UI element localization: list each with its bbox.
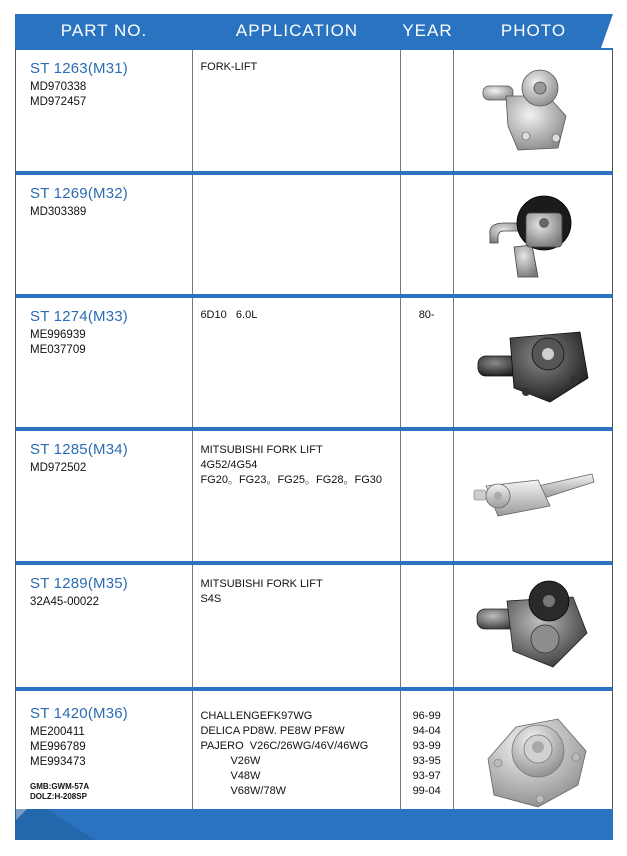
oem-number: MD972457 xyxy=(30,96,87,108)
photo-cell xyxy=(454,565,612,687)
table-row xyxy=(15,48,613,175)
application-line: V68W/78W xyxy=(230,785,287,797)
application-line: FG20。FG23。FG25。FG28。FG30 xyxy=(200,474,382,486)
application-cell xyxy=(193,431,400,561)
oem-number: MD970338 xyxy=(30,81,87,93)
application-cell xyxy=(193,691,400,821)
part-cell xyxy=(16,50,193,171)
part-cell xyxy=(16,431,193,561)
table-row xyxy=(15,175,613,298)
table-row xyxy=(15,298,613,431)
water-pump-photo-icon xyxy=(468,466,598,526)
part-number: ST 1289(M35) xyxy=(30,575,129,592)
application-cell xyxy=(193,50,400,171)
application-line: V48W xyxy=(230,770,261,782)
application-line: 6D10 6.0L xyxy=(200,309,258,321)
header-part-no: PART NO. xyxy=(60,21,148,40)
application-line: DELICA PD8W. PE8W PF8W xyxy=(200,725,345,737)
part-number: ST 1285(M34) xyxy=(30,441,129,458)
application-line: PAJERO V26C/26WG/46V/46WG xyxy=(200,740,369,752)
year-value: 93-99 xyxy=(412,740,441,752)
oem-number: ME037709 xyxy=(30,344,86,356)
application-line: MITSUBISHI FORK LIFT xyxy=(200,444,323,456)
oem-number: ME993473 xyxy=(30,756,86,768)
application-line: MITSUBISHI FORK LIFT xyxy=(200,578,323,590)
year-value: 80- xyxy=(418,309,435,321)
year-value: 93-97 xyxy=(412,770,441,782)
year-value: 96-99 xyxy=(412,710,441,722)
footer-band xyxy=(15,809,613,840)
application-line: V26W xyxy=(230,755,261,767)
application-line: S4S xyxy=(200,593,222,605)
application-line: 4G52/4G54 xyxy=(200,459,258,471)
cross-reference: GMB:GWM-57A xyxy=(30,782,90,791)
part-cell xyxy=(16,691,193,821)
oem-number: MD303389 xyxy=(30,206,87,218)
oem-number: 32A45-00022 xyxy=(30,596,100,608)
year-cell xyxy=(401,175,454,294)
year-cell xyxy=(401,50,454,171)
photo-cell xyxy=(454,175,612,294)
year-value: 99-04 xyxy=(412,785,441,797)
year-cell xyxy=(401,691,454,821)
water-pump-photo-icon xyxy=(470,318,595,408)
cross-reference-notes xyxy=(30,782,192,802)
oem-number: ME996939 xyxy=(30,329,86,341)
header-year: YEAR xyxy=(402,21,453,40)
application-cell xyxy=(193,565,400,687)
application-cell xyxy=(193,175,400,294)
header-application: APPLICATION xyxy=(235,21,359,40)
application-line: CHALLENGEFK97WG xyxy=(200,710,313,722)
part-number: ST 1263(M31) xyxy=(30,60,129,77)
water-pump-photo-icon xyxy=(478,187,588,282)
water-pump-photo-icon xyxy=(468,699,598,814)
application-cell xyxy=(193,298,400,427)
water-pump-photo-icon xyxy=(478,66,588,156)
year-value: 94-04 xyxy=(412,725,441,737)
part-cell xyxy=(16,298,193,427)
cross-reference: DOLZ:H-208SP xyxy=(30,792,87,801)
catalog-table xyxy=(15,14,613,822)
application-line: FORK-LIFT xyxy=(200,61,258,73)
oem-number: MD972502 xyxy=(30,462,87,474)
photo-cell xyxy=(454,50,612,171)
photo-cell xyxy=(454,298,612,427)
part-number: ST 1274(M33) xyxy=(30,308,129,325)
table-row xyxy=(15,431,613,565)
footer-bar xyxy=(15,809,613,840)
year-cell xyxy=(401,565,454,687)
oem-number: ME200411 xyxy=(30,726,85,738)
header-photo: PHOTO xyxy=(500,21,567,40)
photo-cell xyxy=(454,691,612,821)
part-number: ST 1420(M36) xyxy=(30,705,129,722)
water-pump-photo-icon xyxy=(473,579,593,674)
year-value: 93-95 xyxy=(412,755,441,767)
oem-number: ME996789 xyxy=(30,741,86,753)
table-row xyxy=(15,691,613,822)
table-header xyxy=(15,14,613,48)
year-cell xyxy=(401,431,454,561)
year-cell xyxy=(401,298,454,427)
part-cell xyxy=(16,565,193,687)
part-number: ST 1269(M32) xyxy=(30,185,129,202)
part-cell xyxy=(16,175,193,294)
photo-cell xyxy=(454,431,612,561)
table-row xyxy=(15,565,613,691)
